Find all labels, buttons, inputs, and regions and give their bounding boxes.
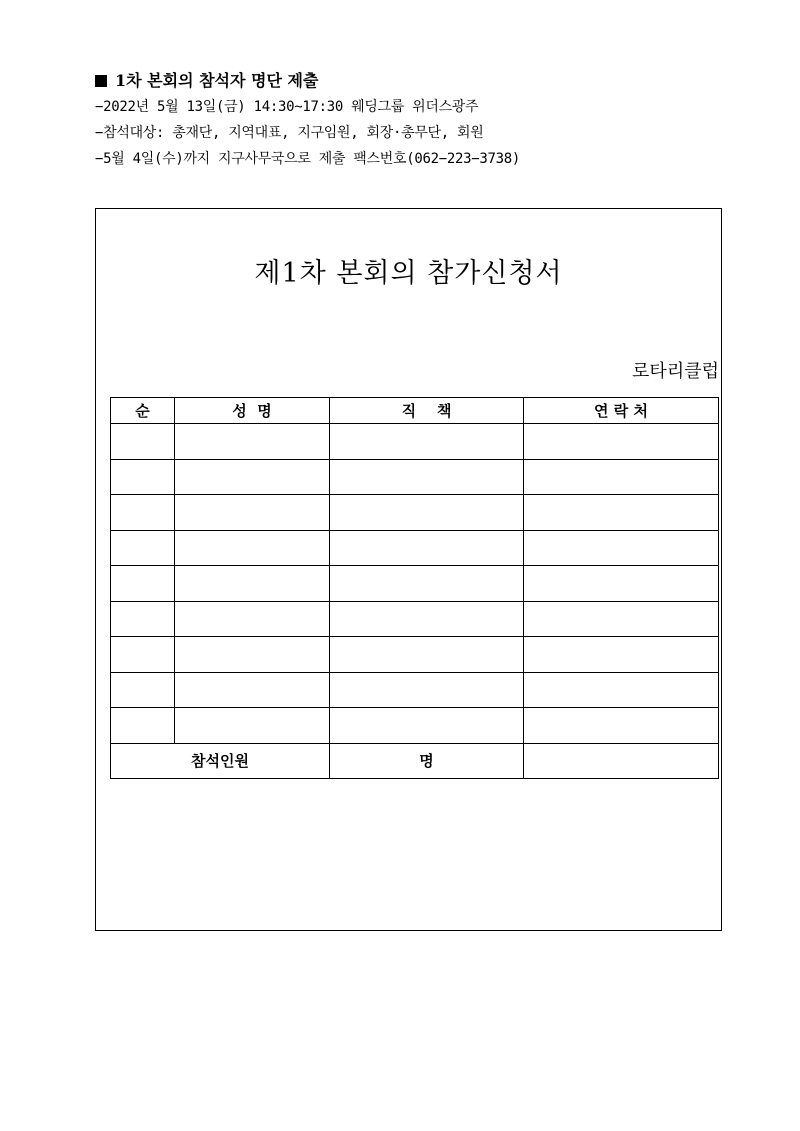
position-cell[interactable] — [330, 530, 524, 566]
position-cell[interactable] — [330, 424, 524, 460]
position-cell[interactable] — [330, 637, 524, 673]
table-row — [111, 530, 719, 566]
table-row — [111, 495, 719, 531]
contact-cell[interactable] — [524, 530, 719, 566]
club-name-label: 로타리클럽 — [632, 361, 719, 382]
number-cell[interactable] — [111, 530, 175, 566]
contact-cell[interactable] — [524, 672, 719, 708]
number-cell[interactable] — [111, 424, 175, 460]
name-cell[interactable] — [175, 566, 330, 602]
info-attendees: −참석대상: 총재단, 지역대표, 지구임원, 회장·총무단, 회원 — [95, 125, 484, 141]
name-cell[interactable] — [175, 459, 330, 495]
name-cell[interactable] — [175, 637, 330, 673]
name-cell[interactable] — [175, 601, 330, 637]
column-header-position: 직 책 — [330, 398, 524, 424]
table-row — [111, 637, 719, 673]
contact-cell[interactable] — [524, 495, 719, 531]
contact-cell[interactable] — [524, 637, 719, 673]
position-cell[interactable] — [330, 495, 524, 531]
attendee-table — [110, 397, 719, 779]
table-row — [111, 708, 719, 744]
position-cell[interactable] — [330, 459, 524, 495]
contact-cell[interactable] — [524, 424, 719, 460]
section-title: 1차 본회의 참석자 명단 제출 — [115, 71, 319, 90]
name-cell[interactable] — [175, 708, 330, 744]
application-form — [95, 208, 722, 931]
number-cell[interactable] — [111, 637, 175, 673]
info-deadline-fax: −5월 4일(수)까지 지구사무국으로 제출 팩스번호(062−223−3738) — [95, 151, 520, 167]
form-title: 제1차 본회의 참가신청서 — [254, 258, 563, 289]
number-cell[interactable] — [111, 459, 175, 495]
table-header-row — [111, 398, 719, 424]
number-cell[interactable] — [111, 566, 175, 602]
column-header-number: 순 — [111, 398, 175, 424]
number-cell[interactable] — [111, 672, 175, 708]
contact-cell[interactable] — [524, 566, 719, 602]
position-cell[interactable] — [330, 672, 524, 708]
total-value-cell[interactable] — [524, 743, 719, 778]
position-cell[interactable] — [330, 601, 524, 637]
contact-cell[interactable] — [524, 708, 719, 744]
square-bullet-icon — [95, 75, 107, 87]
name-cell[interactable] — [175, 424, 330, 460]
number-cell[interactable] — [111, 708, 175, 744]
table-row — [111, 424, 719, 460]
total-row — [111, 743, 719, 778]
table-row — [111, 672, 719, 708]
position-cell[interactable] — [330, 708, 524, 744]
position-cell[interactable] — [330, 566, 524, 602]
total-label: 참석인원 — [111, 743, 330, 778]
column-header-contact: 연 락 처 — [524, 398, 719, 424]
table-row — [111, 601, 719, 637]
name-cell[interactable] — [175, 530, 330, 566]
info-date-venue: −2022년 5월 13일(금) 14:30~17:30 웨딩그룹 위더스광주 — [95, 99, 479, 115]
column-header-name: 성 명 — [175, 398, 330, 424]
contact-cell[interactable] — [524, 601, 719, 637]
table-body — [111, 424, 719, 744]
contact-cell[interactable] — [524, 459, 719, 495]
total-unit: 명 — [330, 743, 524, 778]
name-cell[interactable] — [175, 672, 330, 708]
number-cell[interactable] — [111, 601, 175, 637]
table-row — [111, 459, 719, 495]
name-cell[interactable] — [175, 495, 330, 531]
number-cell[interactable] — [111, 495, 175, 531]
header-section — [95, 68, 735, 172]
section-heading — [95, 68, 735, 94]
table-row — [111, 566, 719, 602]
